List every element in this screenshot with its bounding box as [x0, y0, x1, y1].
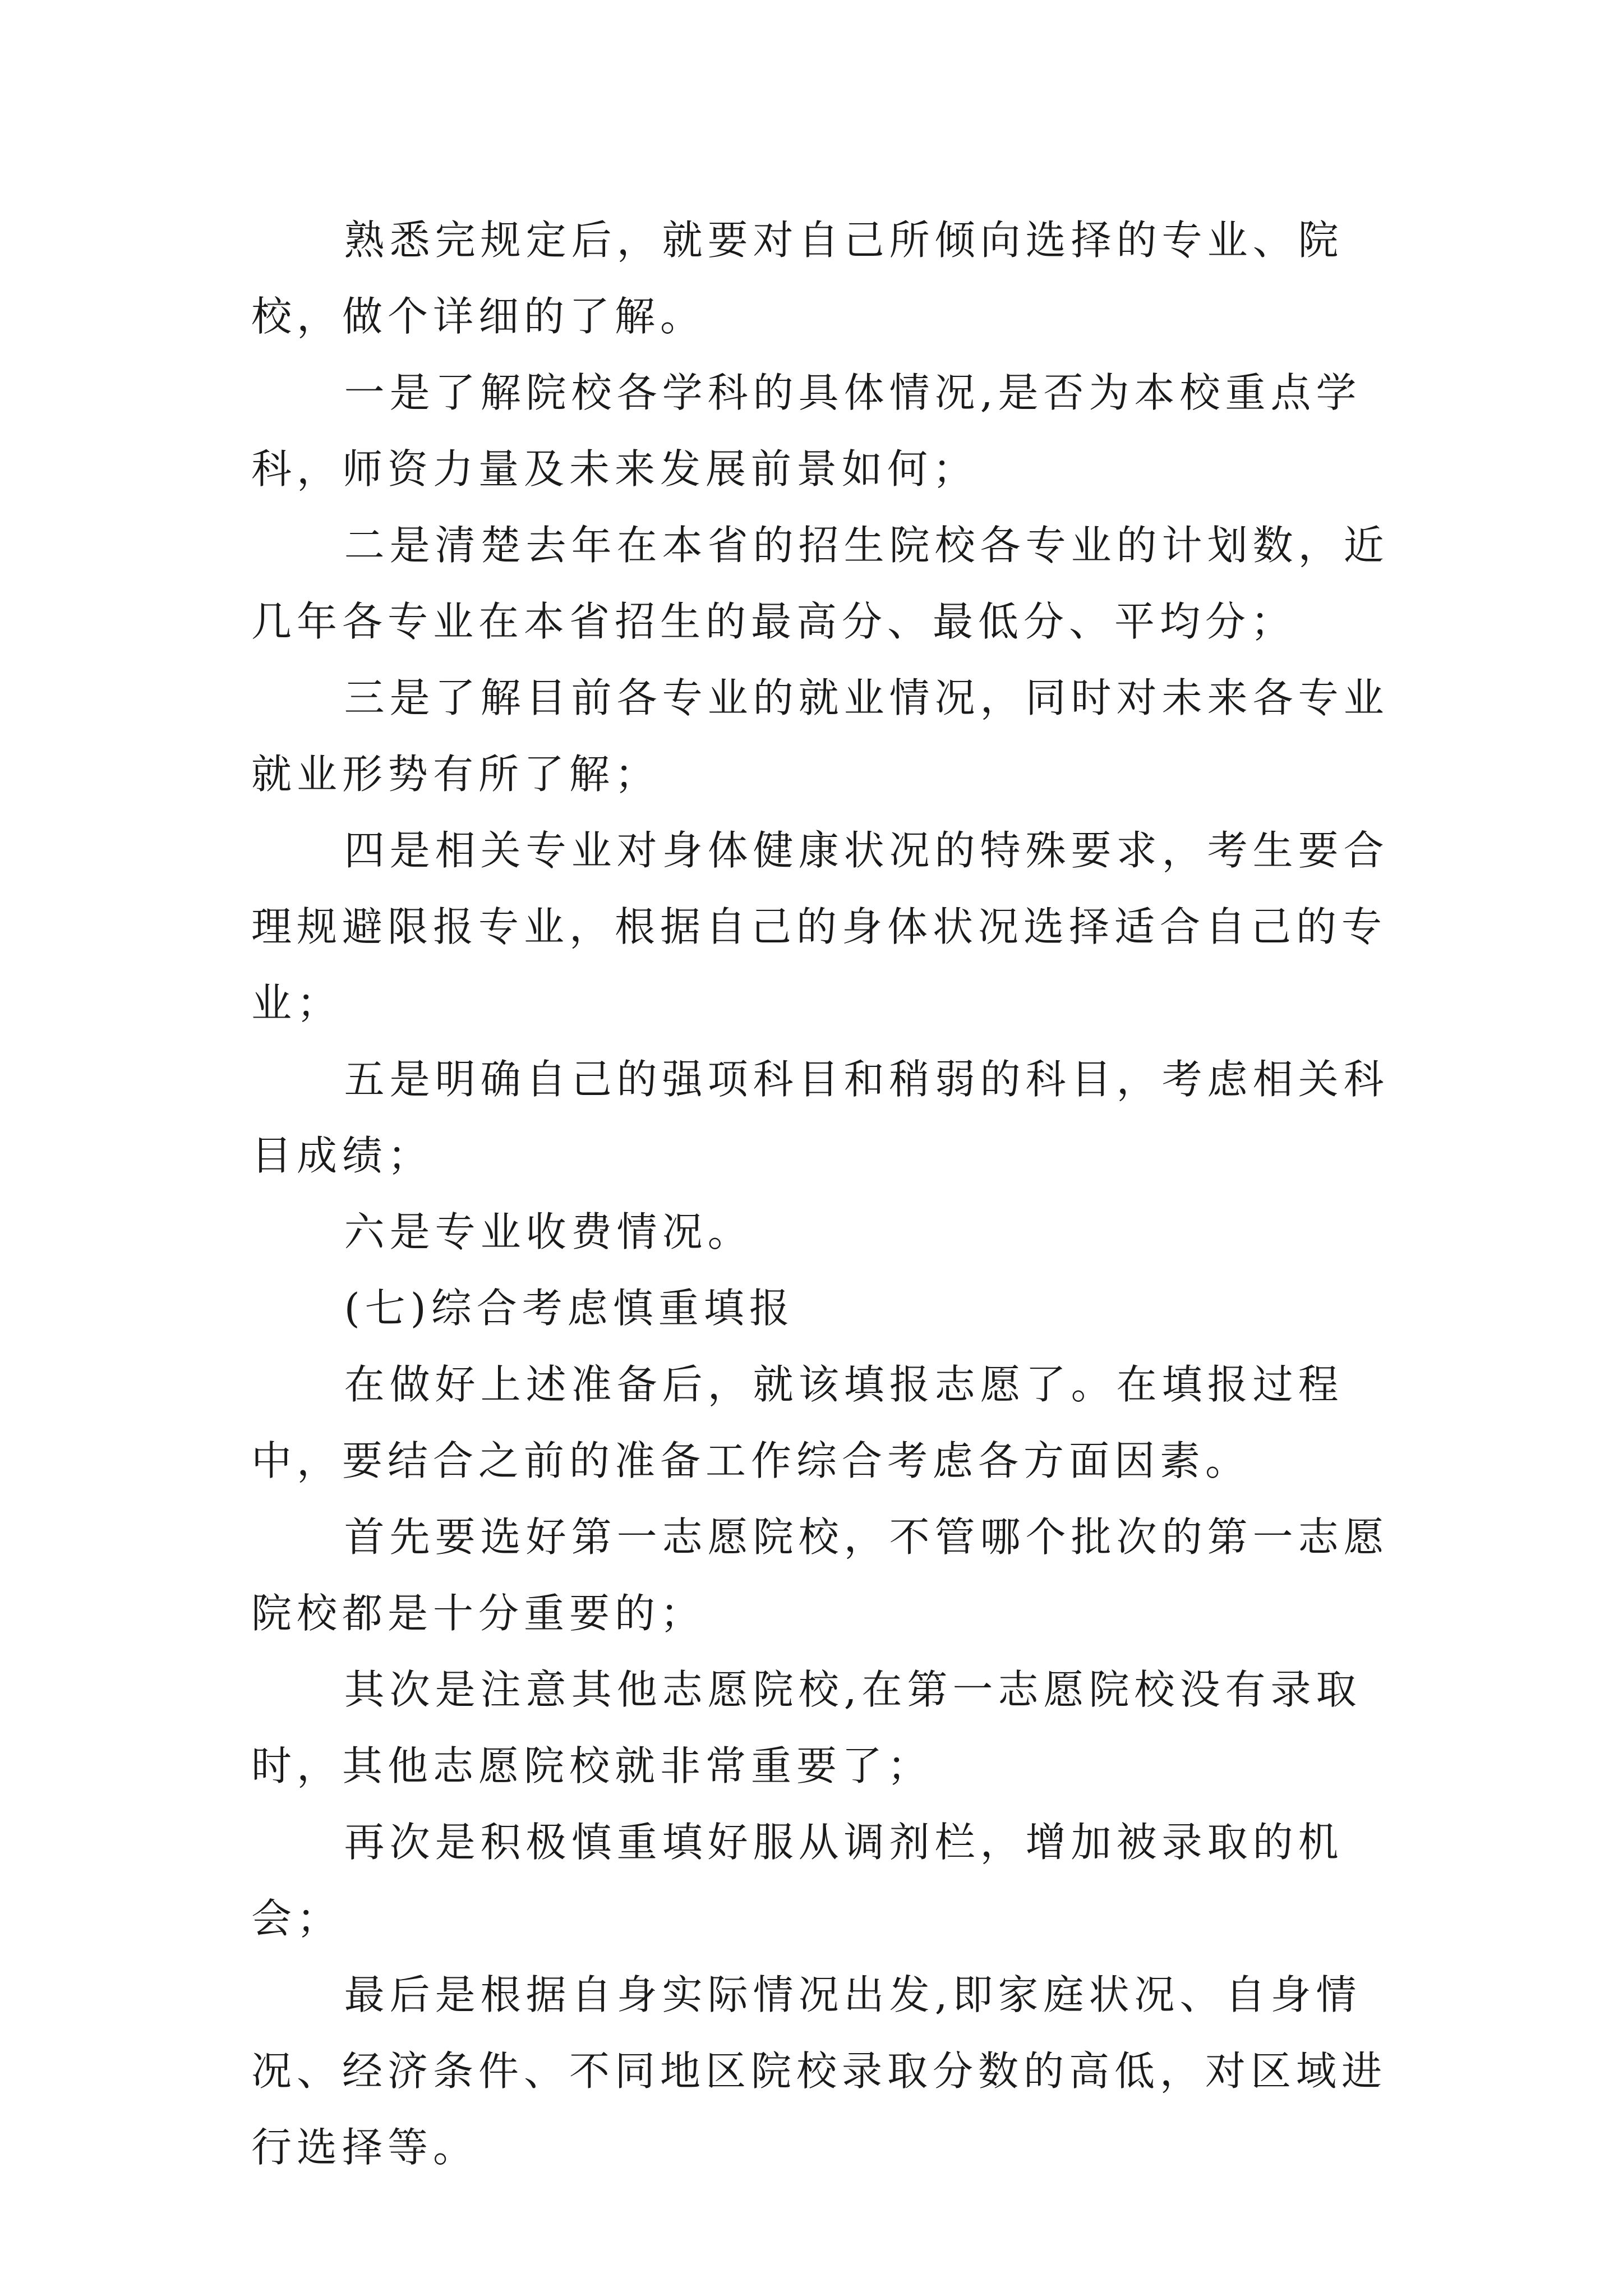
- paragraph: 其次是注意其他志愿院校,在第一志愿院校没有录取时，其他志愿院校就非常重要了；: [251, 1666, 1362, 1789]
- paragraph: 再次是积极慎重填好服从调剂栏，增加被录取的机会；: [251, 1819, 1344, 1942]
- paragraph: 熟悉完规定后，就要对自己所倾向选择的专业、院校，做个详细的了解。: [251, 217, 1344, 340]
- paragraph: 一是了解院校各学科的具体情况,是否为本校重点学科，师资力量及未来发展前景如何；: [251, 369, 1362, 493]
- paragraph: 六是专业收费情况。: [344, 1208, 753, 1255]
- paragraph: 五是明确自己的强项科目和稍弱的科目，考虑相关科目成绩；: [251, 1056, 1389, 1179]
- section-heading: (七)综合考虑慎重填报: [344, 1285, 795, 1332]
- paragraph: 首先要选好第一志愿院校，不管哪个批次的第一志愿院校都是十分重要的；: [251, 1513, 1389, 1637]
- paragraph: 二是清楚去年在本省的招生院校各专业的计划数，近几年各专业在本省招生的最高分、最低分、平均分；: [251, 522, 1389, 645]
- paragraph: 四是相关专业对身体健康状况的特殊要求，考生要合理规避限报专业，根据自己的身体状况选择适合自己的专业；: [251, 827, 1389, 1027]
- paragraph: 最后是根据自身实际情况出发,即家庭状况、自身情况、经济条件、不同地区院校录取分数的高低，对区域进行选择等。: [251, 1971, 1387, 2171]
- document-body: [251, 202, 1429, 2185]
- paragraph: 在做好上述准备后，就该填报志愿了。在填报过程中，要结合之前的准备工作综合考虑各方面因素。: [251, 1361, 1344, 1484]
- paragraph: 三是了解目前各专业的就业情况，同时对未来各专业就业形势有所了解；: [251, 674, 1389, 798]
